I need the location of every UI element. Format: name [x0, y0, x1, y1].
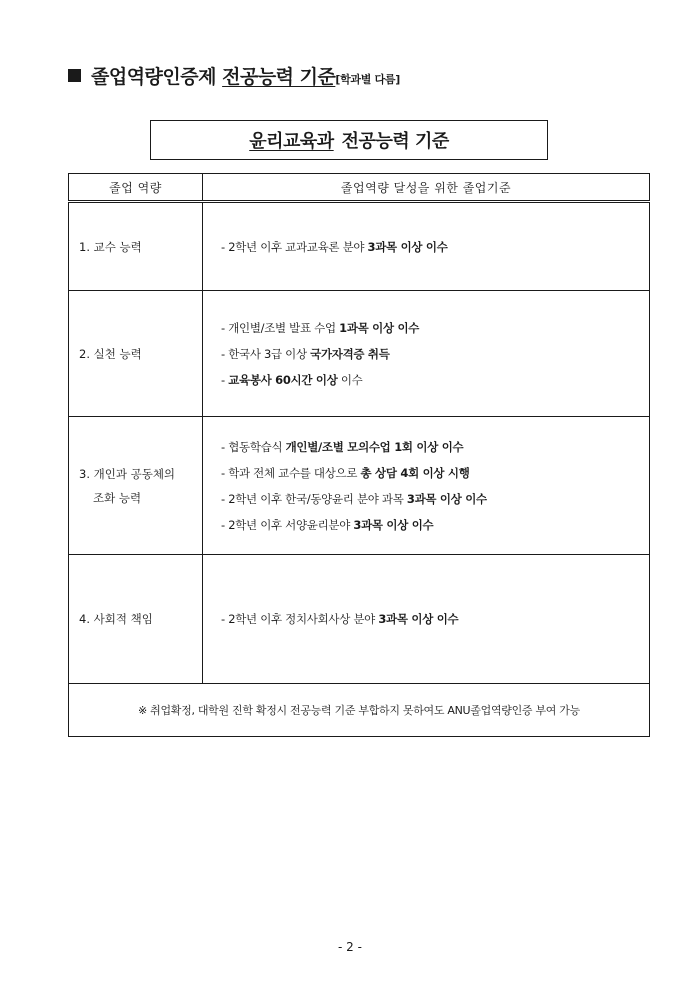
criteria-cell	[203, 417, 650, 555]
competency-table	[68, 173, 650, 737]
criteria-line: - 협동학습식 개인별/조별 모의수업 1회 이상 이수	[221, 439, 464, 454]
criteria-line: - 2학년 이후 서양윤리분야 3과목 이상 이수	[221, 517, 434, 532]
footnote: ※ 취업확정, 대학원 진학 확정시 전공능력 기준 부합하지 못하여도 ANU졸업역량인증 부여 가능	[69, 684, 650, 737]
competency-cell: 2. 실천 능력	[69, 291, 203, 417]
title-box	[150, 120, 548, 160]
competency-cell: 1. 교수 능력	[69, 202, 203, 291]
page-number: - 2 -	[338, 940, 362, 954]
competency-cell: 4. 사회적 책임	[69, 555, 203, 684]
title-dept: 윤리교육과	[249, 131, 334, 152]
criteria-line: - 학과 전체 교수를 대상으로 총 상담 4회 이상 시행	[221, 465, 470, 480]
heading-note: [학과별 다름]	[335, 73, 400, 86]
square-bullet-icon	[68, 69, 81, 82]
table-header-row	[69, 174, 650, 202]
title-text: 전공능력 기준	[341, 131, 449, 152]
criteria-line: - 개인별/조별 발표 수업 1과목 이상 이수	[221, 320, 420, 335]
heading-prefix: 졸업역량인증제	[91, 66, 216, 88]
competency-line: 조화 능력	[93, 490, 142, 505]
criteria-cell	[203, 555, 650, 684]
competency-cell	[69, 417, 203, 555]
section-heading	[68, 62, 400, 89]
criteria-line: - 2학년 이후 한국/동양윤리 분야 과목 3과목 이상 이수	[221, 491, 487, 506]
criteria-line: - 2학년 이후 교과교육론 분야 3과목 이상 이수	[221, 239, 448, 254]
table-row	[69, 202, 650, 291]
criteria-line: - 교육봉사 60시간 이상 이수	[221, 372, 363, 387]
header-criteria: 졸업역량 달성을 위한 졸업기준	[203, 174, 650, 202]
table-row	[69, 555, 650, 684]
header-competency: 졸업 역량	[69, 174, 203, 202]
criteria-cell	[203, 291, 650, 417]
competency-line: 3. 개인과 공동체의	[79, 466, 176, 481]
table-row	[69, 417, 650, 555]
footnote-row	[69, 684, 650, 737]
criteria-line: - 한국사 3급 이상 국가자격증 취득	[221, 346, 390, 361]
table-row	[69, 291, 650, 417]
heading-main: 전공능력 기준	[222, 66, 336, 88]
criteria-line: - 2학년 이후 정치사회사상 분야 3과목 이상 이수	[221, 612, 459, 626]
criteria-cell	[203, 202, 650, 291]
